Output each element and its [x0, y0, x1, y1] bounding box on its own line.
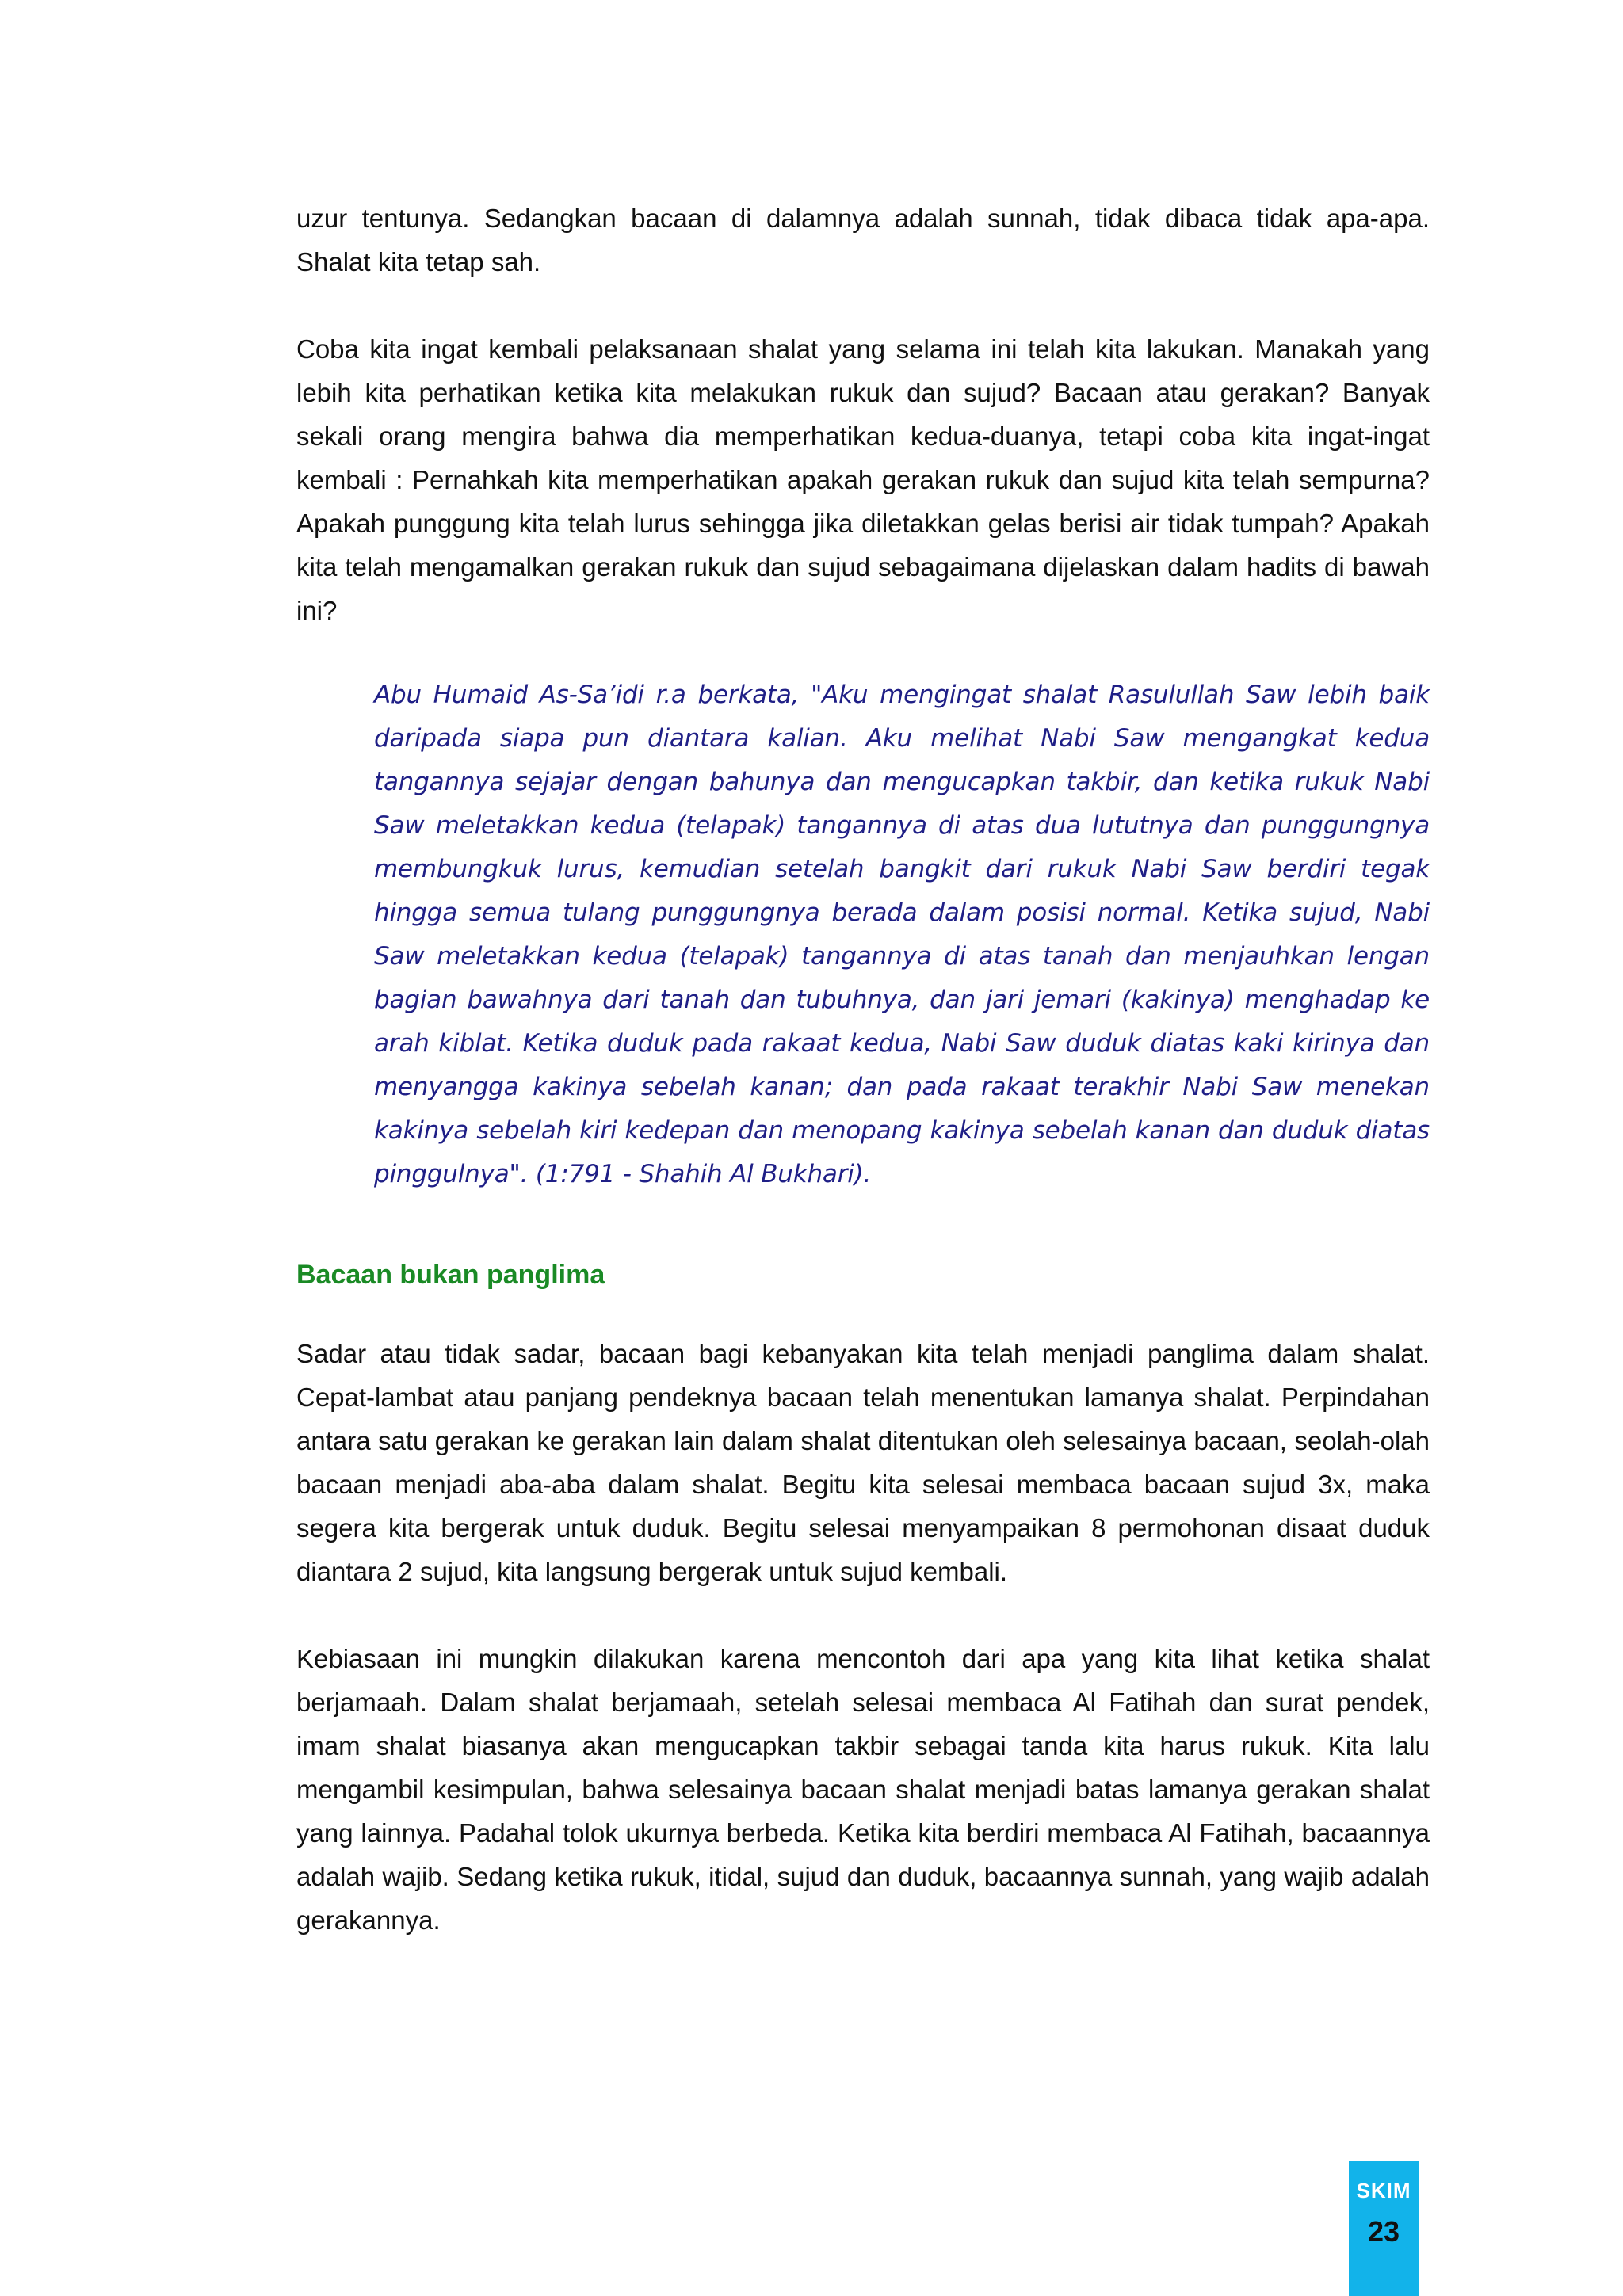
badge-label: SKIM — [1356, 2179, 1411, 2203]
section-heading: Bacaan bukan panglima — [296, 1260, 605, 1290]
hadith-quote: Abu Humaid As-Sa’idi r.a berkata, "Aku mengingat shalat Rasulullah Saw lebih baik daripada siapa pun diantara kalian. Aku melihat Nabi Saw mengangkat kedua tangannya sejajar dengan bahunya dan mengucapkan takbir, dan ketika rukuk Nabi Saw meletakkan kedua (telapak) tangannya di atas dua lututnya dan punggungnya membungkuk lurus, kemudian setelah bangkit dari rukuk Nabi Saw berdiri tegak hingga semua tulang punggungnya berada dalam posisi normal. Ketika sujud, Nabi Saw meletakkan kedua (telapak) tangannya di atas tanah dan menjauhkan lengan bagian bawahnya dari tanah dan tubuhnya, dan jari jemari (kakinya) menghadap ke arah kiblat. Ketika duduk pada rakaat kedua, Nabi Saw duduk diatas kaki kirinya dan menyangga kakinya sebelah kanan; dan pada rakaat terakhir Nabi Saw menekan kakinya sebelah kiri kedepan dan menopang kakinya sebelah kanan dan duduk diatas pinggulnya". (1:791 - Shahih Al Bukhari). — [374, 681, 1430, 1188]
page-number: 23 — [1367, 2215, 1400, 2248]
body-paragraph: Kebiasaan ini mungkin dilakukan karena mencontoh dari apa yang kita lihat ketika shalat berjamaah. Dalam shalat berjamaah, setelah selesai membaca Al Fatihah dan surat pendek, imam shalat biasanya akan mengucapkan takbir sebagai tanda kita harus rukuk. Kita lalu mengambil kesimpulan, bahwa selesainya bacaan shalat menjadi batas lamanya gerakan shalat yang lainnya. Padahal tolok ukurnya berbeda. Ketika kita berdiri membaca Al Fatihah, bacaannya adalah wajib. Sedang ketika rukuk, itidal, sujud dan duduk, bacaannya sunnah, yang wajib adalah gerakannya. — [296, 1644, 1430, 1935]
body-paragraph: Sadar atau tidak sadar, bacaan bagi kebanyakan kita telah menjadi panglima dalam shalat. Cepat-lambat atau panjang pendeknya bacaan telah menentukan lamanya shalat. Perpindahan antara satu gerakan ke gerakan lain dalam shalat ditentukan oleh selesainya bacaan, seolah-olah bacaan menjadi aba-aba dalam shalat. Begitu kita selesai membaca bacaan sujud 3x, maka segera kita bergerak untuk duduk. Begitu selesai menyampaikan 8 permohonan disaat duduk diantara 2 sujud, kita langsung bergerak untuk sujud kembali. — [296, 1339, 1430, 1586]
body-paragraph: uzur tentunya. Sedangkan bacaan di dalamnya adalah sunnah, tidak dibaca tidak apa-apa. Shalat kita tetap sah. — [296, 204, 1430, 277]
page-footer-badge — [1349, 2161, 1419, 2296]
body-paragraph: Coba kita ingat kembali pelaksanaan shalat yang selama ini telah kita lakukan. Manakah yang lebih kita perhatikan ketika kita melakukan rukuk dan sujud? Bacaan atau gerakan? Banyak sekali orang mengira bahwa dia memperhatikan kedua-duanya, tetapi coba kita ingat-ingat kembali : Pernahkah kita memperhatikan apakah gerakan rukuk dan sujud kita telah sempurna? Apakah punggung kita telah lurus sehingga jika diletakkan gelas berisi air tidak tumpah? Apakah kita telah mengamalkan gerakan rukuk dan sujud sebagaimana dijelaskan dalam hadits di bawah ini? — [296, 334, 1430, 625]
page-content — [296, 196, 1430, 1942]
